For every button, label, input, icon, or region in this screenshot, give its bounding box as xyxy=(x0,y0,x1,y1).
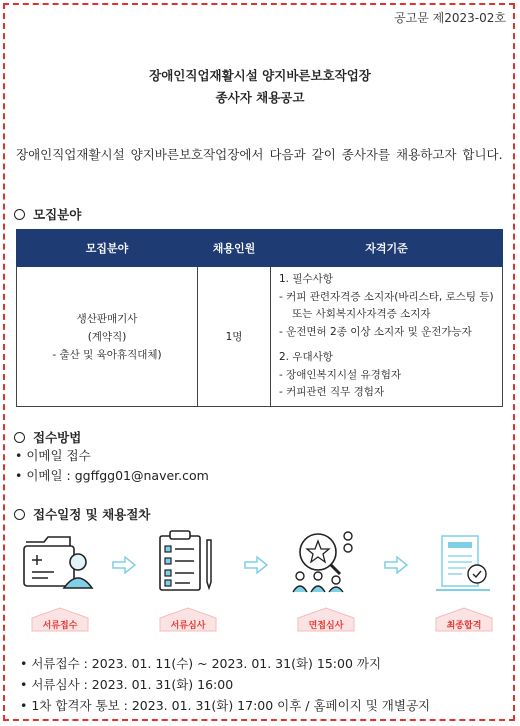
required-item: 또는 사회복지사자격증 소지자 xyxy=(292,308,431,321)
step-interview xyxy=(288,528,368,598)
table-header: 자격기준 xyxy=(271,230,503,267)
intro-text: 장애인직업재활시설 양지바른보호작업장에서 다음과 같이 종사자를 채용하고자 합니다. xyxy=(16,147,503,162)
apply-method: • 이메일 접수 xyxy=(15,448,91,463)
field-name: 생산판매기사 xyxy=(76,312,138,325)
step-label-final: 최종합격 xyxy=(446,621,482,631)
arrow-right-icon xyxy=(244,556,268,574)
checklist-clipboard-icon xyxy=(152,528,222,594)
table-header: 채용인원 xyxy=(198,230,271,267)
schedule-line: • 서류접수 : 2023. 01. 11(수) ~ 2023. 01. 31(화) 15:00 까지 xyxy=(20,656,382,671)
page-subtitle: 종사자 채용공고 xyxy=(215,90,305,105)
notice-number: 공고문 제2023-02호 xyxy=(394,11,506,25)
field-cell xyxy=(17,267,198,407)
table-header-row xyxy=(17,230,503,267)
criteria-cell xyxy=(271,267,503,407)
field-note: - 출산 및 육아휴직대체) xyxy=(52,348,162,361)
process-steps xyxy=(0,528,520,638)
required-title: 1. 필수사항 xyxy=(279,273,333,286)
schedule-line: • 서류심사 : 2023. 01. 31(화) 16:00 xyxy=(20,677,234,692)
table-row xyxy=(17,267,503,407)
required-item: - 운전면허 2종 이상 소지자 및 운전가능자 xyxy=(279,325,472,338)
step-final-pass xyxy=(430,532,510,598)
schedule-line: • 1차 합격자 통보 : 2023. 01. 31(화) 17:00 이후 / 홈페이지 및 개별공지 xyxy=(20,698,431,713)
interview-people-icon xyxy=(288,528,364,594)
preferred-item: - 장애인복지시설 유경험자 xyxy=(279,368,402,381)
step-document-review xyxy=(152,528,232,598)
table-header: 모집분야 xyxy=(17,230,198,267)
step-label-submit: 서류접수 xyxy=(42,621,78,631)
section-recruit-label: 모집분야 xyxy=(33,207,82,222)
apply-email: • 이메일 : ggffgg01@naver.com xyxy=(15,468,209,483)
required-item: - 커피 관련자격증 소지자(바리스타, 로스팅 등) xyxy=(279,290,494,303)
circle-bullet-icon xyxy=(14,432,25,443)
section-apply-label: 접수방법 xyxy=(33,430,82,445)
section-schedule-heading xyxy=(14,505,150,523)
circle-bullet-icon xyxy=(14,509,25,520)
step-label-interview: 면접심사 xyxy=(308,621,344,631)
field-type: (계약직) xyxy=(87,330,127,343)
section-apply-heading xyxy=(14,428,81,446)
arrow-right-icon xyxy=(384,556,408,574)
section-schedule-label: 접수일정 및 채용절차 xyxy=(33,507,151,522)
recruit-table xyxy=(16,229,503,407)
document-folder-user-icon xyxy=(20,528,100,594)
count-cell: 1명 xyxy=(198,267,271,407)
preferred-title: 2. 우대사항 xyxy=(279,351,333,364)
certificate-document-icon xyxy=(430,532,496,594)
section-recruit-heading xyxy=(14,205,81,223)
page-title: 장애인직업재활시설 양지바른보호작업장 xyxy=(149,68,371,83)
arrow-right-icon xyxy=(112,556,136,574)
preferred-item: - 커피관련 직무 경험자 xyxy=(279,386,385,399)
step-document-submit xyxy=(20,528,100,598)
circle-bullet-icon xyxy=(14,209,25,220)
step-label-review: 서류심사 xyxy=(170,621,206,631)
